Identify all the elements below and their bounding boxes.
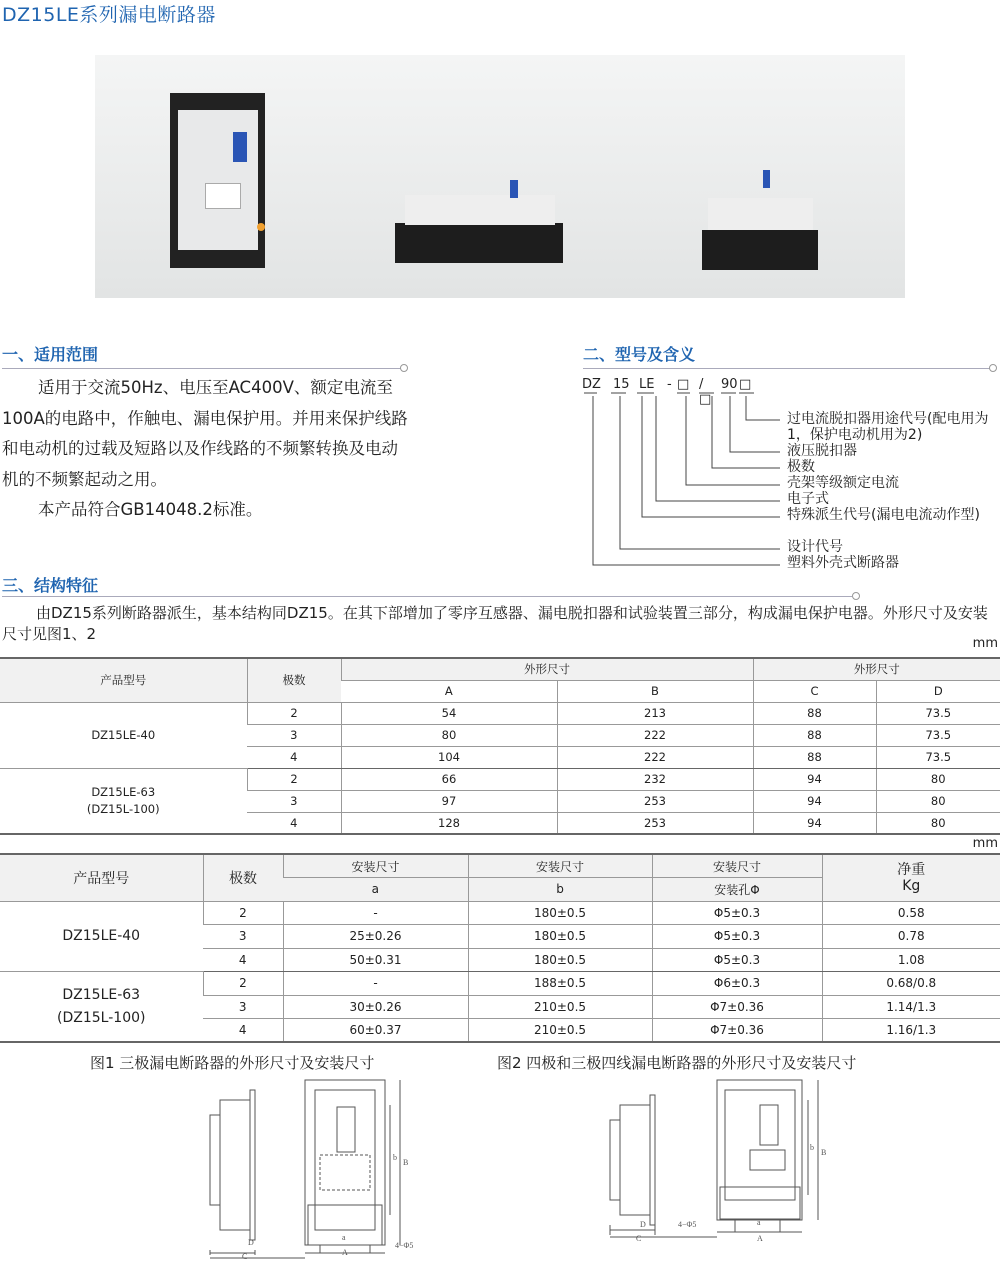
table-cell: 222 bbox=[557, 724, 753, 746]
unit-label: mm bbox=[972, 636, 998, 651]
table-cell: 3 bbox=[203, 925, 283, 949]
table-cell: 4 bbox=[247, 746, 341, 768]
figure2-caption: 图2 四极和三极四线漏电断路器的外形尺寸及安装尺寸 bbox=[497, 1054, 857, 1072]
label-hole: 4−Φ5 bbox=[678, 1220, 697, 1229]
header-B: B bbox=[557, 680, 753, 702]
label-B: B bbox=[403, 1158, 409, 1167]
table-cell: 80 bbox=[341, 724, 557, 746]
model-cell bbox=[0, 768, 247, 834]
figure2-drawing bbox=[600, 1075, 840, 1245]
code-part: /□ bbox=[699, 377, 712, 407]
header-weight bbox=[822, 854, 1000, 901]
table-cell: 0.68/0.8 bbox=[822, 972, 1000, 996]
table-cell: 2 bbox=[203, 972, 283, 996]
code-part: LE bbox=[639, 377, 655, 392]
table-cell: 1.16/1.3 bbox=[822, 1019, 1000, 1043]
model-code-leader-lines bbox=[580, 390, 790, 570]
table-cell: 0.58 bbox=[822, 901, 1000, 925]
meaning-item: 极数 bbox=[787, 459, 815, 475]
table-cell: 1.08 bbox=[822, 948, 1000, 972]
table-cell: 94 bbox=[753, 790, 876, 812]
model-cell bbox=[0, 972, 203, 1043]
table-cell: 60±0.37 bbox=[283, 1019, 468, 1043]
paragraph: 本产品符合GB14048.2标准。 bbox=[38, 500, 263, 519]
figure1-drawing bbox=[200, 1075, 440, 1261]
header-group: 外形尺寸 bbox=[753, 658, 1000, 680]
table-cell: 73.5 bbox=[876, 746, 1000, 768]
table-cell: 180±0.5 bbox=[468, 901, 652, 925]
weight-label: 净重 bbox=[897, 861, 926, 878]
table-cell: 97 bbox=[341, 790, 557, 812]
table-cell: 94 bbox=[753, 812, 876, 834]
table-row bbox=[0, 768, 1000, 790]
model-name: DZ15LE-63 bbox=[91, 784, 156, 799]
table-cell: 128 bbox=[341, 812, 557, 834]
header-A: A bbox=[341, 680, 557, 702]
table-cell: 66 bbox=[341, 768, 557, 790]
product-photo-front bbox=[95, 55, 330, 298]
table-row bbox=[0, 972, 1000, 996]
table-cell: 104 bbox=[341, 746, 557, 768]
meaning-item: 电子式 bbox=[787, 491, 829, 507]
section3-body: 由DZ15系列断路器派生，基本结构同DZ15。在其下部增加了零序互感器、漏电脱扣器和试验装置三部分，构成漏电保护电器。外形尺寸及安装尺寸见图1、2 bbox=[2, 604, 988, 643]
mounting-table bbox=[0, 853, 1000, 1043]
table-cell: 4 bbox=[203, 948, 283, 972]
product-photo-side bbox=[330, 55, 620, 298]
table-cell: 88 bbox=[753, 746, 876, 768]
header-model: 产品型号 bbox=[0, 658, 247, 702]
label-hole: 4−Φ5 bbox=[395, 1241, 414, 1250]
table-cell: 188±0.5 bbox=[468, 972, 652, 996]
table-cell: 94 bbox=[753, 768, 876, 790]
section2-heading: 二、型号及含义 bbox=[583, 345, 696, 364]
meaning-item: 塑料外壳式断路器 bbox=[787, 555, 899, 571]
divider-dot-icon bbox=[852, 592, 860, 600]
meaning-item: 设计代号 bbox=[787, 539, 843, 555]
table-cell: 222 bbox=[557, 746, 753, 768]
model-cell bbox=[0, 901, 203, 972]
divider bbox=[2, 596, 852, 597]
divider-dot-icon bbox=[400, 364, 408, 372]
table-row bbox=[0, 901, 1000, 925]
paragraph: 适用于交流50Hz、电压至AC400V、额定电流至100A的电路中，作触电、漏电保护用。并用来保护线路和电动机的过载及短路以及作线路的不频繁转换及电动机的不频繁起动之用。 bbox=[2, 378, 408, 489]
product-photos bbox=[95, 55, 905, 298]
divider bbox=[583, 368, 990, 369]
table-cell: 73.5 bbox=[876, 702, 1000, 724]
table-cell: 73.5 bbox=[876, 724, 1000, 746]
table-cell: Φ6±0.3 bbox=[652, 972, 822, 996]
table-cell: 80 bbox=[876, 790, 1000, 812]
table-cell: Φ5±0.3 bbox=[652, 948, 822, 972]
header-a: a bbox=[283, 878, 468, 902]
label-b: b bbox=[393, 1153, 397, 1162]
table-cell: 210±0.5 bbox=[468, 995, 652, 1019]
table-cell: 1.14/1.3 bbox=[822, 995, 1000, 1019]
table-cell: 88 bbox=[753, 702, 876, 724]
dimensions-table bbox=[0, 657, 1000, 835]
table-row bbox=[0, 702, 1000, 724]
table-cell: 3 bbox=[247, 790, 341, 812]
label-a: a bbox=[757, 1218, 761, 1227]
label-A: A bbox=[342, 1248, 348, 1257]
header-group: 安装尺寸 bbox=[468, 854, 652, 878]
header-group: 外形尺寸 bbox=[341, 658, 753, 680]
label-B: B bbox=[821, 1148, 827, 1157]
code-part: □ bbox=[677, 377, 690, 392]
table-cell: 54 bbox=[341, 702, 557, 724]
code-part: - bbox=[667, 377, 672, 392]
table-cell: 80 bbox=[876, 812, 1000, 834]
label-C: C bbox=[636, 1234, 642, 1243]
model-name: DZ15LE-63 bbox=[62, 986, 141, 1003]
header-model: 产品型号 bbox=[0, 854, 203, 901]
meaning-item: 特殊派生代号(漏电电流动作型) bbox=[787, 507, 980, 523]
model-cell bbox=[0, 702, 247, 768]
table-cell: Φ5±0.3 bbox=[652, 925, 822, 949]
model-alias: (DZ15L-100) bbox=[86, 801, 160, 816]
table-cell: 30±0.26 bbox=[283, 995, 468, 1019]
table-cell: Φ7±0.36 bbox=[652, 1019, 822, 1043]
table-cell: 4 bbox=[203, 1019, 283, 1043]
table-cell: Φ5±0.3 bbox=[652, 901, 822, 925]
header-hole: 安装孔Φ bbox=[652, 878, 822, 902]
header-group: 安装尺寸 bbox=[652, 854, 822, 878]
table-cell: 232 bbox=[557, 768, 753, 790]
weight-unit: Kg bbox=[902, 877, 921, 894]
header-poles: 极数 bbox=[203, 854, 283, 901]
label-D: D bbox=[640, 1220, 646, 1229]
label-a: a bbox=[342, 1233, 346, 1242]
table-cell: 2 bbox=[203, 901, 283, 925]
label-b: b bbox=[810, 1143, 814, 1152]
table-cell: 213 bbox=[557, 702, 753, 724]
table-cell: - bbox=[283, 901, 468, 925]
divider-dot-icon bbox=[989, 364, 997, 372]
model-name: DZ15LE-40 bbox=[62, 927, 141, 944]
meaning-item: 过电流脱扣器用途代号(配电用为1，保护电动机用为2) bbox=[787, 411, 989, 443]
table-cell: 180±0.5 bbox=[468, 948, 652, 972]
code-part: DZ bbox=[582, 377, 601, 392]
divider bbox=[2, 368, 402, 369]
label-A: A bbox=[757, 1234, 763, 1243]
table-cell: 253 bbox=[557, 812, 753, 834]
header-poles: 极数 bbox=[247, 658, 341, 702]
table-cell: 25±0.26 bbox=[283, 925, 468, 949]
table-cell: 88 bbox=[753, 724, 876, 746]
meaning-item: 壳架等级额定电流 bbox=[787, 475, 899, 491]
code-part: 15 bbox=[613, 377, 630, 392]
header-D: D bbox=[876, 680, 1000, 702]
meaning-item: 液压脱扣器 bbox=[787, 443, 857, 459]
table-cell: 4 bbox=[247, 812, 341, 834]
code-part: 90 bbox=[721, 377, 738, 392]
table-cell: 210±0.5 bbox=[468, 1019, 652, 1043]
unit-label: mm bbox=[972, 836, 998, 851]
model-name: DZ15LE-40 bbox=[91, 727, 156, 742]
table-cell: 3 bbox=[247, 724, 341, 746]
section1-body bbox=[2, 373, 412, 526]
product-photo-terminals bbox=[620, 55, 905, 298]
label-D: D bbox=[248, 1238, 254, 1247]
table-cell: 2 bbox=[247, 768, 341, 790]
table-cell: 50±0.31 bbox=[283, 948, 468, 972]
table-cell: 80 bbox=[876, 768, 1000, 790]
table-cell: 253 bbox=[557, 790, 753, 812]
table-cell: 2 bbox=[247, 702, 341, 724]
label-C: C bbox=[242, 1252, 248, 1261]
page-title: DZ15LE系列漏电断路器 bbox=[2, 4, 216, 26]
section1-heading: 一、适用范围 bbox=[2, 345, 99, 364]
header-group: 安装尺寸 bbox=[283, 854, 468, 878]
table-cell: Φ7±0.36 bbox=[652, 995, 822, 1019]
section3-heading: 三、结构特征 bbox=[2, 576, 99, 595]
code-part: □ bbox=[739, 377, 752, 392]
model-alias: (DZ15L-100) bbox=[57, 1009, 146, 1026]
figure1-caption: 图1 三极漏电断路器的外形尺寸及安装尺寸 bbox=[90, 1054, 375, 1072]
table-cell: 180±0.5 bbox=[468, 925, 652, 949]
table-cell: - bbox=[283, 972, 468, 996]
header-C: C bbox=[753, 680, 876, 702]
table-cell: 3 bbox=[203, 995, 283, 1019]
header-b: b bbox=[468, 878, 652, 902]
table-cell: 0.78 bbox=[822, 925, 1000, 949]
